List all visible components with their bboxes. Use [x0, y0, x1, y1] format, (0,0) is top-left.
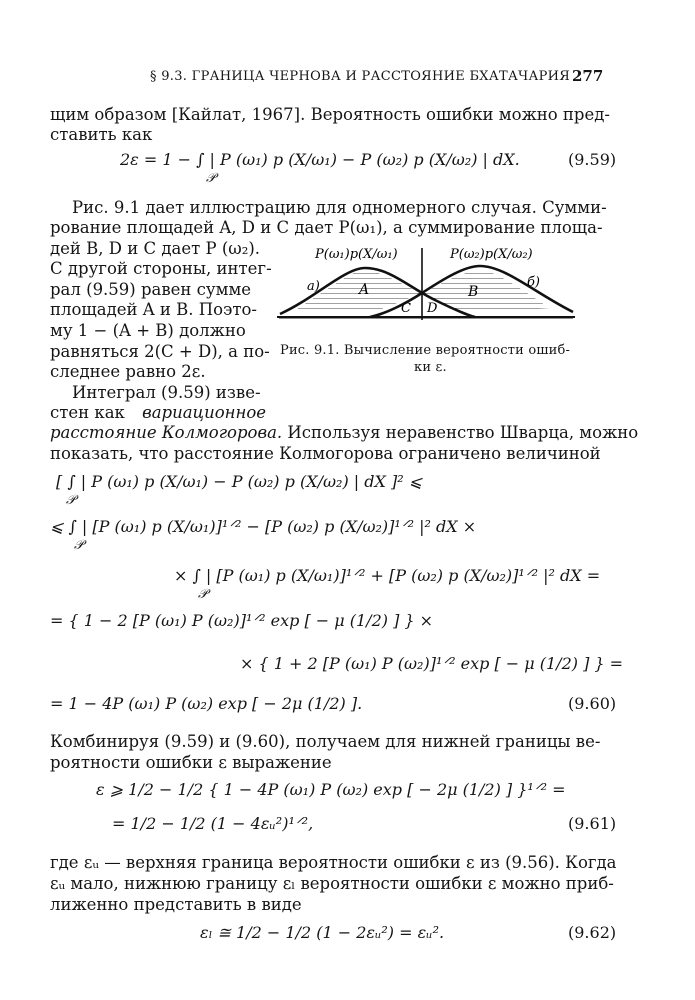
label-right-curve: P(ω₂)p(X/ω₂) — [450, 247, 533, 262]
para2-line9: следнее равно 2ε. — [50, 362, 206, 381]
label-area-d: D — [427, 301, 438, 316]
equation-9-60-line2-domain: 𝒫 — [74, 538, 84, 553]
figure-9-1 — [275, 238, 580, 340]
para2-line8: равняться 2(C + D), а по- — [50, 342, 270, 361]
para3-line2-italic: вариационное — [142, 403, 267, 422]
para3-line2 — [50, 402, 266, 424]
equation-9-60-line6: = 1 − 4P (ω₁) P (ω₂) exp [ − 2μ (1/2) ]. — [50, 694, 363, 713]
equation-9-60-line4: = { 1 − 2 [P (ω₁) P (ω₂)]¹ᐟ² exp [ − μ (1/2) ] } × — [50, 611, 434, 630]
equation-9-60-line2: ⩽ ∫ | [P (ω₁) p (X/ω₁)]¹ᐟ² − [P (ω₂) p (X/ω₂)]¹ᐟ² |² dX × — [50, 517, 477, 536]
para4-line2: роятности ошибки ε выражение — [50, 753, 332, 772]
para1-line2: ставить как — [50, 125, 153, 144]
para3-line1: Интеграл (9.59) изве- — [72, 383, 261, 402]
para5-line1: где εᵤ — верхняя граница вероятности ошибки ε из (9.56). Когда — [50, 853, 617, 872]
para2-line3: дей B, D и C дает P (ω₂). — [50, 239, 261, 258]
equation-9-60-line3: × ∫ | [P (ω₁) p (X/ω₁)]¹ᐟ² + [P (ω₂) p (X/ω₂)]¹ᐟ² |² dX = — [174, 566, 601, 585]
equation-number-9-61: (9.61) — [568, 814, 617, 833]
label-curve-b: б) — [527, 275, 541, 290]
para5-line2: εᵤ мало, нижнюю границу εₗ вероятности ошибки ε можно приб- — [50, 874, 614, 893]
para3-line3 — [50, 422, 638, 444]
integral-domain: 𝒫 — [206, 171, 216, 186]
label-curve-a: a) — [307, 279, 320, 294]
figure-caption-line2: ки ε. — [414, 360, 447, 375]
para2-line7: му 1 − (A + B) должно — [50, 321, 246, 340]
para3-line3-text: Используя неравенство Шварца, можно — [282, 423, 639, 442]
equation-9-60-line1: [ ∫ | P (ω₁) p (X/ω₁) − P (ω₂) p (X/ω₂) | dX ]² ⩽ — [56, 472, 423, 491]
para2-line2: рование площадей A, D и C дает P(ω₁), а суммирование площа- — [50, 218, 603, 237]
equation-number-9-62: (9.62) — [568, 923, 617, 942]
equation-9-61-line2: = 1/2 − 1/2 (1 − 4εᵤ²)¹ᐟ², — [112, 814, 314, 833]
equation-9-60-line5: × { 1 + 2 [P (ω₁) P (ω₂)]¹ᐟ² exp [ − μ (1/2) ] } = — [240, 654, 624, 673]
para2-line5: рал (9.59) равен сумме — [50, 280, 252, 299]
para3-line2-text: стен как — [50, 403, 125, 422]
para1-line1: щим образом [Кайлат, 1967]. Вероятность ошибки можно пред- — [50, 105, 610, 124]
equation-9-60-line1-domain: 𝒫 — [66, 493, 76, 508]
page-number: 277 — [572, 67, 604, 85]
label-area-a: A — [359, 282, 370, 298]
equation-number-9-59: (9.59) — [568, 150, 617, 169]
para3-line4: показать, что расстояние Колмогорова ограничено величиной — [50, 444, 601, 463]
running-title: § 9.3. ГРАНИЦА ЧЕРНОВА И РАССТОЯНИЕ БХАТАЧАРИЯ — [150, 69, 571, 84]
para3-line3-italic: расстояние Колмогорова. — [50, 423, 283, 442]
equation-9-60-line3-domain: 𝒫 — [198, 587, 208, 602]
para2-line1: Рис. 9.1 дает иллюстрацию для одномерного случая. Сумми- — [72, 198, 607, 217]
equation-number-9-60: (9.60) — [568, 694, 617, 713]
label-area-c: C — [401, 301, 411, 316]
equation-9-61-line1: ε ⩾ 1/2 − 1/2 { 1 − 4P (ω₁) P (ω₂) exp [ − 2μ (1/2) ] }¹ᐟ² = — [96, 780, 566, 799]
label-area-b: B — [468, 284, 479, 300]
label-left-curve: P(ω₁)p(X/ω₁) — [315, 247, 398, 262]
equation-9-62: εₗ ≅ 1/2 − 1/2 (1 − 2εᵤ²) = εᵤ². — [200, 923, 445, 942]
baseline-hatching — [279, 318, 573, 322]
figure-caption-line1: Рис. 9.1. Вычисление вероятности ошиб- — [280, 343, 571, 358]
equation-9-59: 2ε = 1 − ∫ | P (ω₁) p (X/ω₁) − P (ω₂) p (X/ω₂) | dX. — [120, 150, 520, 169]
para2-line6: площадей A и B. Поэто- — [50, 300, 257, 319]
para2-line4: С другой стороны, интег- — [50, 259, 272, 278]
para4-line1: Комбинируя (9.59) и (9.60), получаем для нижней границы ве- — [50, 732, 601, 751]
para5-line3: лиженно представить в виде — [50, 895, 302, 914]
